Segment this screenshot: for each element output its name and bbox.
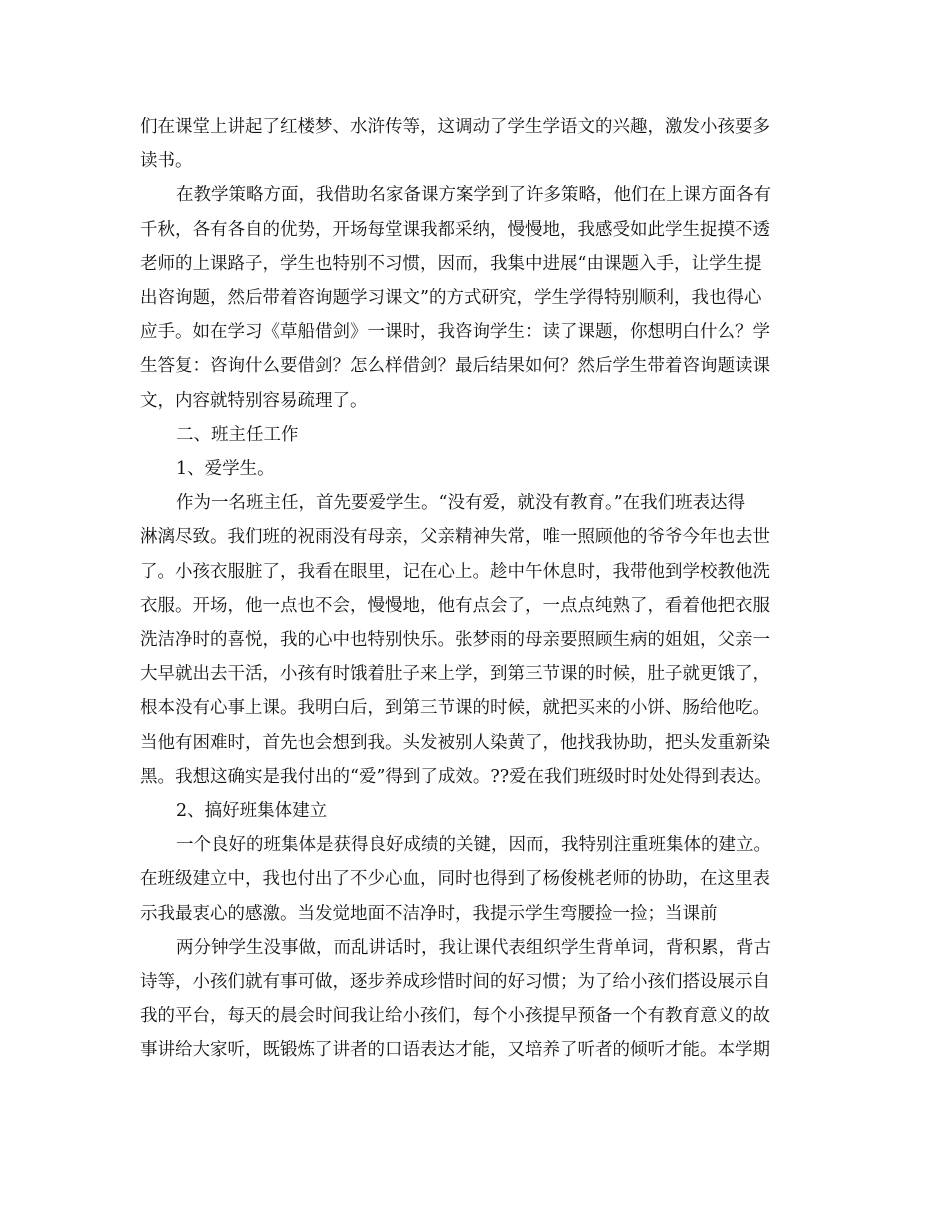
text-line: 文，内容就特别容易疏理了。 bbox=[140, 390, 368, 411]
text-line: 一个良好的班集体是获得良好成绩的关键，因而，我特别注重班集体的建立。 bbox=[176, 835, 771, 856]
text-line: 当他有困难时，首先也会想到我。头发被别人染黄了，他找我协助，把头发重新染 bbox=[140, 732, 770, 753]
text-line: 洗洁净时的喜悦，我的心中也特别快乐。张梦雨的母亲要照顾生病的姐姐，父亲一 bbox=[140, 630, 770, 651]
text-line: 作为一名班主任，首先要爱学生。“没有爱，就没有教育。”在我们班表达得 bbox=[176, 493, 746, 514]
text-line: 生答复：咨询什么要借剑？怎么样借剑？最后结果如何？然后学生带着咨询题读课 bbox=[140, 356, 770, 377]
text-line: 千秋，各有各自的优势，开场每堂课我都采纳，慢慢地，我感受如此学生捉摸不透 bbox=[140, 219, 770, 240]
text-line: 根本没有心事上课。我明白后，到第三节课的时候，就把买来的小饼、肠给他吃。 bbox=[140, 698, 770, 719]
text-line: 大早就出去干活，小孩有时饿着肚子来上学，到第三节课的时候，肚子就更饿了， bbox=[140, 664, 770, 685]
text-line: 在教学策略方面，我借助名家备课方案学到了许多策略，他们在上课方面各有 bbox=[176, 185, 771, 206]
text-line: 读书。 bbox=[140, 151, 193, 172]
text-line: 诗等，小孩们就有事可做，逐步养成珍惜时间的好习惯；为了给小孩们搭设展示自 bbox=[140, 972, 770, 993]
text-line: 示我最衷心的感激。当发觉地面不洁净时，我提示学生弯腰捡一捡；当课前 bbox=[140, 903, 718, 924]
text-line: 衣服。开场，他一点也不会，慢慢地，他有点会了，一点点纯熟了，看着他把衣服 bbox=[140, 595, 770, 616]
text-line: 两分钟学生没事做，而乱讲话时，我让课代表组织学生背单词，背积累，背古 bbox=[176, 937, 771, 958]
text-line: 黑。我想这确实是我付出的“爱”得到了成效。??爱在我们班级时时处处得到表达。 bbox=[140, 766, 772, 787]
text-line: 老师的上课路子，学生也特别不习惯，因而，我集中进展“由课题入手，让学生提 bbox=[140, 253, 762, 274]
text-line: 二、班主任工作 bbox=[176, 424, 299, 445]
text-line: 事讲给大家听，既锻炼了讲者的口语表达才能，又培养了听者的倾听才能。本学期 bbox=[140, 1040, 770, 1061]
text-line: 在班级建立中，我也付出了不少心血，同时也得到了杨俊桃老师的协助，在这里表 bbox=[140, 869, 770, 890]
text-line: 2、搞好班集体建立 bbox=[176, 801, 328, 822]
text-line: 我的平台，每天的晨会时间我让给小孩们，每个小孩提早预备一个有教育意义的故 bbox=[140, 1006, 770, 1027]
text-line: 1、爱学生。 bbox=[176, 459, 275, 480]
text-line: 应手。如在学习《草船借剑》一课时，我咨询学生：读了课题，你想明白什么？学 bbox=[140, 322, 770, 343]
text-line: 出咨询题，然后带着咨询题学习课文”的方式研究，学生学得特别顺利，我也得心 bbox=[140, 288, 762, 309]
text-line: 了。小孩衣服脏了，我看在眼里，记在心上。趁中午休息时，我带他到学校教他洗 bbox=[140, 561, 770, 582]
document-body bbox=[140, 110, 840, 1068]
text-line: 淋漓尽致。我们班的祝雨没有母亲，父亲精神失常，唯一照顾他的爷爷今年也去世 bbox=[140, 527, 770, 548]
text-line: 们在课堂上讲起了红楼梦、水浒传等，这调动了学生学语文的兴趣，激发小孩要多 bbox=[140, 117, 770, 137]
